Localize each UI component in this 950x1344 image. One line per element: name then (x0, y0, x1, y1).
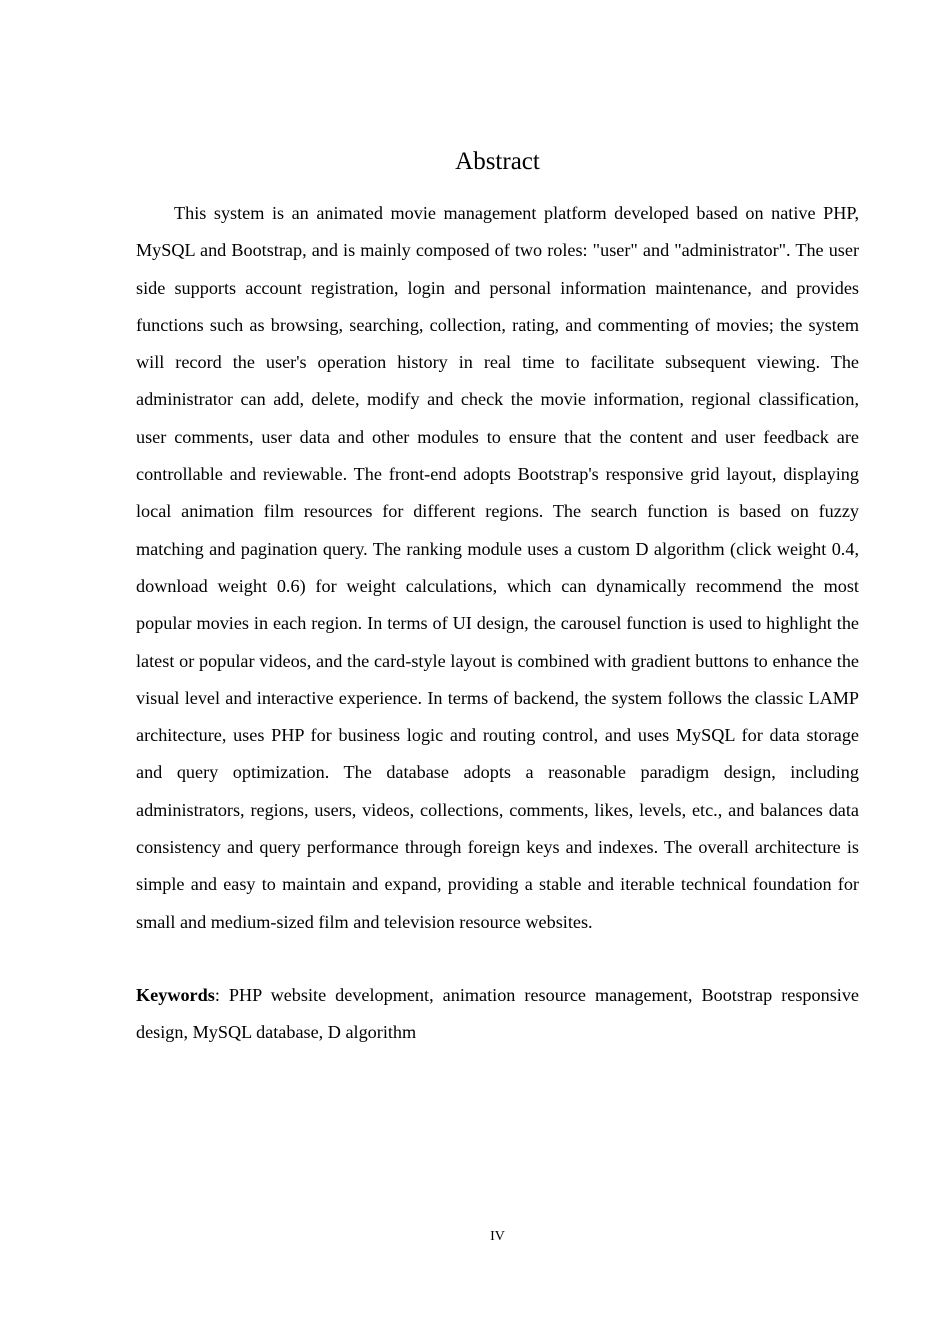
keywords-text: PHP website development, animation resource management, Bootstrap responsive design, MySQL database, D algorithm (136, 985, 859, 1043)
abstract-paragraph: This system is an animated movie management platform developed based on native PHP, MySQL and Bootstrap, and is mainly composed of two roles: "user" and "administrator". The user side supports account registration, login and personal information maintenance, and provides functions such as browsing, searching, collection, rating, and commenting of movies; the system will record the user's operation history in real time to facilitate subsequent viewing. The administrator can add, delete, modify and check the movie information, regional classification, user comments, user data and other modules to ensure that the content and user feedback are controllable and reviewable. The front-end adopts Bootstrap's responsive grid layout, displaying local animation film resources for different regions. The search function is based on fuzzy matching and pagination query. The ranking module uses a custom D algorithm (click weight 0.4, download weight 0.6) for weight calculations, which can dynamically recommend the most popular movies in each region. In terms of UI design, the carousel function is used to highlight the latest or popular videos, and the card-style layout is combined with gradient buttons to enhance the visual level and interactive experience. In terms of backend, the system follows the classic LAMP architecture, uses PHP for business logic and routing control, and uses MySQL for data storage and query optimization. The database adopts a reasonable paradigm design, including administrators, regions, users, videos, collections, comments, likes, levels, etc., and balances data consistency and query performance through foreign keys and indexes. The overall architecture is simple and easy to maintain and expand, providing a stable and iterable technical foundation for small and medium-sized film and television resource websites. (136, 203, 859, 932)
abstract-title: Abstract (455, 148, 540, 175)
keywords-label: Keywords (136, 985, 215, 1005)
keywords-line (136, 977, 859, 1052)
page-number: IV (490, 1229, 505, 1244)
keywords-separator: : (214, 985, 229, 1005)
